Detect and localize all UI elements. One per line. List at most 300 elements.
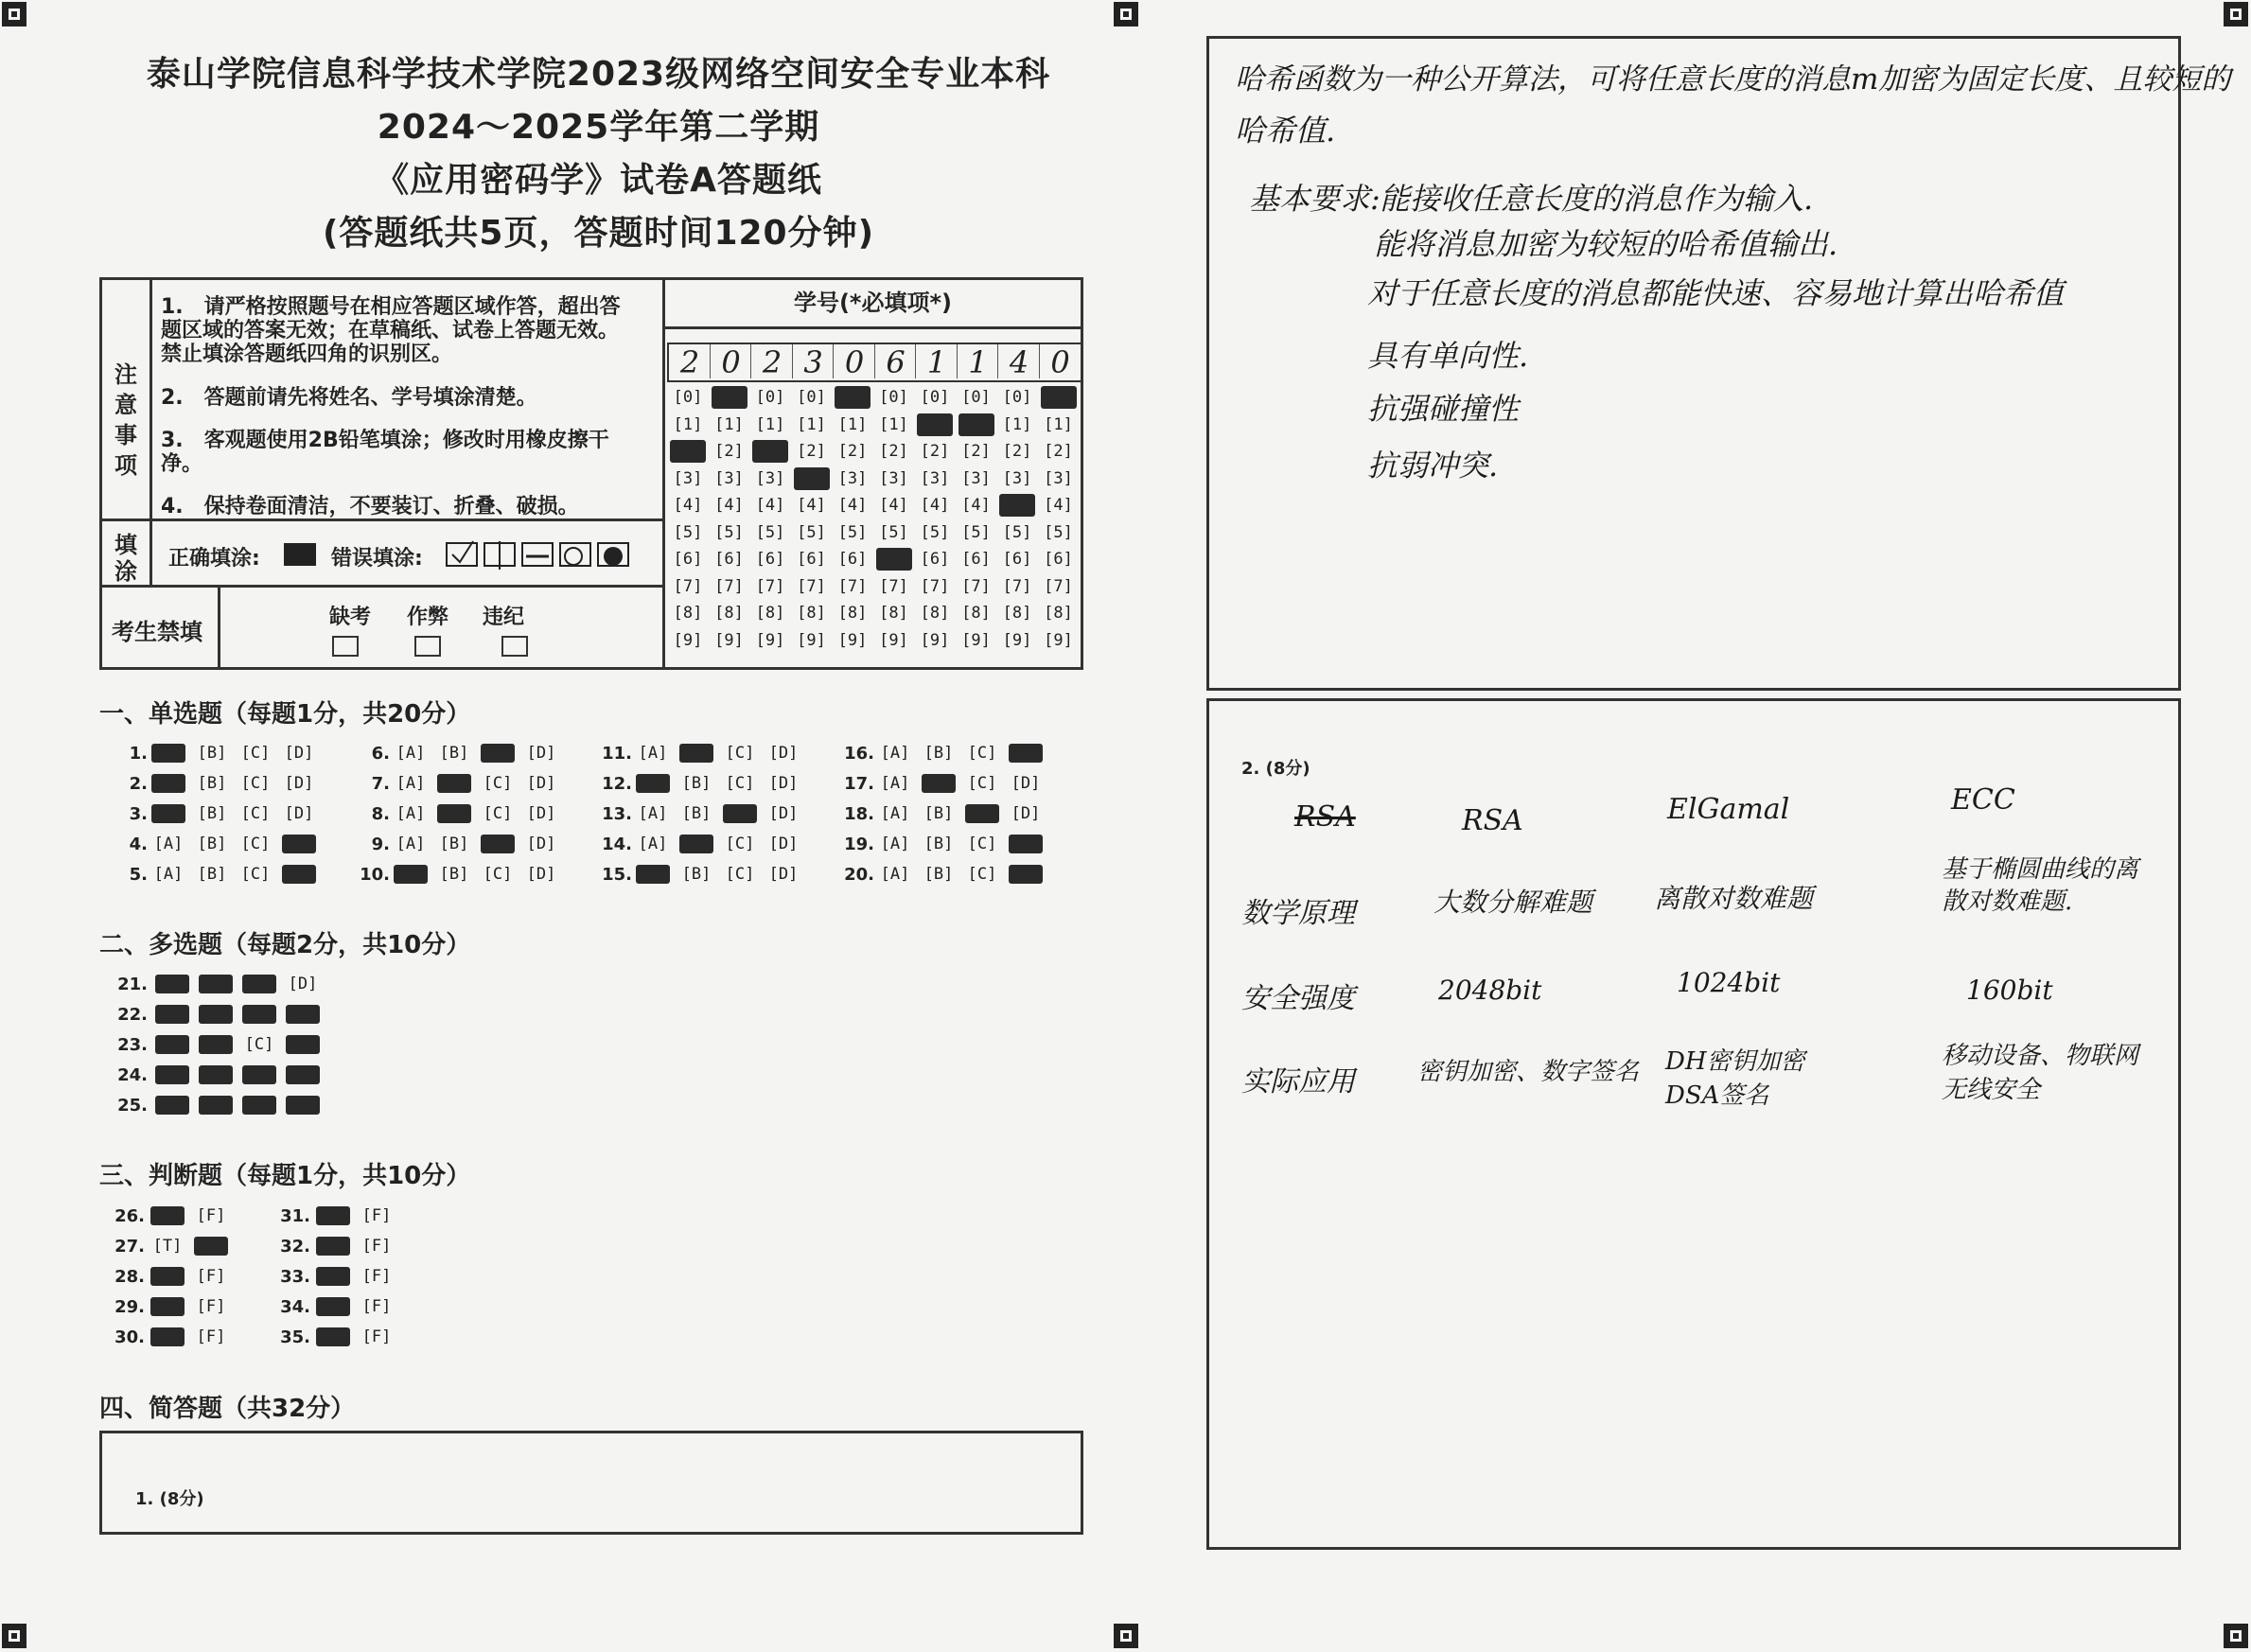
student-id-digit-divider <box>874 344 875 378</box>
true-false-number: 29. <box>114 1297 145 1317</box>
fill-vertical-label: 填 涂 <box>114 532 137 585</box>
single-choice-option[interactable]: [C] <box>240 774 271 793</box>
student-id-bubble[interactable]: [3] <box>1002 468 1032 488</box>
single-choice-option[interactable]: [D] <box>768 865 799 884</box>
student-id-bubble[interactable]: [4] <box>714 496 744 515</box>
single-choice-option[interactable] <box>481 835 515 853</box>
true-false-option[interactable] <box>316 1206 350 1225</box>
student-id-bubble[interactable]: [4] <box>920 496 950 515</box>
student-id-bubble[interactable]: [2] <box>797 442 826 461</box>
single-choice-option[interactable]: [C] <box>240 804 271 823</box>
correct-fill-label: 正确填涂: <box>168 547 260 571</box>
multi-choice-option[interactable] <box>242 975 276 993</box>
section2-title: 二、多选题（每题2分，共10分） <box>99 931 471 959</box>
student-id-bubble[interactable]: [5] <box>920 522 950 542</box>
single-choice-option[interactable]: [C] <box>725 774 755 793</box>
student-id-bubble[interactable]: [1] <box>714 414 744 434</box>
single-choice-option[interactable]: [C] <box>967 744 997 763</box>
student-id-bubble[interactable]: [8] <box>961 604 991 623</box>
student-id-bubble[interactable]: [3] <box>879 468 908 488</box>
answer2-row-principle-ecc: 基于椭圆曲线的离散对数难题. <box>1942 855 2139 916</box>
single-choice-option[interactable]: [A] <box>153 835 184 853</box>
single-choice-option[interactable] <box>282 865 316 884</box>
true-false-option[interactable]: [F] <box>196 1297 226 1316</box>
multi-choice-option[interactable] <box>199 1035 233 1054</box>
single-choice-number: 7. <box>371 774 390 794</box>
true-false-option[interactable]: [F] <box>361 1237 392 1256</box>
single-choice-number: 12. <box>602 774 632 794</box>
section1-title: 一、单选题（每题1分，共20分） <box>99 700 471 729</box>
student-id-bubble[interactable]: [9] <box>755 630 785 650</box>
student-id-bubble[interactable]: [9] <box>837 630 868 650</box>
true-false-option[interactable] <box>150 1297 185 1316</box>
student-id-bubble[interactable]: [6] <box>797 550 826 569</box>
student-id-bubble[interactable]: [7] <box>920 576 950 596</box>
answer1-req-5: 抗强碰撞性 <box>1367 391 1520 427</box>
student-id-digit-divider <box>957 344 958 378</box>
student-id-bubble[interactable] <box>712 386 747 409</box>
multi-choice-option[interactable] <box>155 1035 189 1054</box>
student-id-bubble[interactable]: [6] <box>673 550 703 569</box>
multi-choice-option[interactable] <box>286 1096 320 1115</box>
single-choice-option[interactable]: [A] <box>396 744 426 763</box>
single-choice-option[interactable]: [D] <box>1011 804 1041 823</box>
true-false-number: 31. <box>280 1206 310 1226</box>
multi-choice-number: 24. <box>117 1065 148 1085</box>
student-id-bubble[interactable] <box>670 440 706 463</box>
student-id-bubble[interactable]: [5] <box>1044 522 1073 542</box>
multi-choice-option[interactable] <box>155 1096 189 1115</box>
true-false-number: 30. <box>114 1327 145 1347</box>
section4-title: 四、简答题（共32分） <box>99 1395 356 1423</box>
single-choice-option[interactable] <box>723 804 757 823</box>
student-id-bubble[interactable]: [3] <box>837 468 868 488</box>
student-id-bubble[interactable]: [2] <box>1002 442 1032 461</box>
single-choice-option[interactable]: [B] <box>923 865 954 884</box>
student-id-bubble[interactable]: [3] <box>1044 468 1073 488</box>
student-id-bubble[interactable]: [7] <box>755 576 785 596</box>
student-id-digit-divider <box>710 344 711 378</box>
single-choice-option[interactable]: [A] <box>638 744 668 763</box>
student-id-bubble[interactable]: [6] <box>920 550 950 569</box>
true-false-option[interactable] <box>150 1206 185 1225</box>
single-choice-option[interactable]: [C] <box>483 774 513 793</box>
multi-choice-option[interactable] <box>286 1035 320 1054</box>
multi-choice-number: 23. <box>117 1035 148 1055</box>
student-id-digit-divider <box>792 344 793 378</box>
single-choice-option[interactable]: [A] <box>880 744 910 763</box>
single-choice-option[interactable]: [D] <box>526 804 556 823</box>
student-id-bubble[interactable]: [8] <box>797 604 826 623</box>
single-choice-option[interactable] <box>965 804 999 823</box>
single-choice-option[interactable]: [D] <box>768 804 799 823</box>
student-id-bubble[interactable]: [9] <box>1044 630 1073 650</box>
single-choice-option[interactable]: [B] <box>681 865 712 884</box>
student-id-bubble[interactable] <box>1041 386 1077 409</box>
wrong-fill-samples <box>445 539 639 573</box>
student-id-bubble[interactable]: [9] <box>1002 630 1032 650</box>
single-choice-option[interactable]: [C] <box>240 744 271 763</box>
student-id-bubble[interactable]: [5] <box>755 522 785 542</box>
student-id-bubble[interactable]: [2] <box>920 442 950 461</box>
single-choice-option[interactable]: [B] <box>923 804 954 823</box>
answer2-row-principle-label: 数学原理 <box>1241 897 1355 930</box>
single-choice-option[interactable]: [B] <box>439 865 469 884</box>
multi-choice-option[interactable] <box>199 1005 233 1024</box>
single-choice-number: 18. <box>844 804 874 824</box>
single-choice-option[interactable]: [D] <box>768 744 799 763</box>
single-choice-option[interactable]: [B] <box>923 835 954 853</box>
single-choice-option[interactable]: [D] <box>526 865 556 884</box>
student-id-bubble[interactable]: [1] <box>797 414 826 434</box>
answer1-req-2: 能将消息加密为较短的哈希值输出. <box>1374 226 1838 262</box>
student-id-bubble[interactable]: [6] <box>1002 550 1032 569</box>
multi-choice-option[interactable] <box>242 1005 276 1024</box>
multi-choice-option[interactable] <box>155 975 189 993</box>
student-id-bubble[interactable] <box>876 548 912 571</box>
student-id-digit: 0 <box>721 344 741 380</box>
correct-fill-sample <box>284 543 316 566</box>
true-false-option[interactable]: [F] <box>361 1327 392 1346</box>
student-id-bubble[interactable]: [7] <box>797 576 826 596</box>
student-id-bubble[interactable]: [5] <box>797 522 826 542</box>
multi-choice-option[interactable] <box>199 975 233 993</box>
student-id-bubble[interactable]: [6] <box>1044 550 1073 569</box>
answer2-row-principle-elgamal: 离散对数难题 <box>1654 883 1814 914</box>
multi-choice-number: 22. <box>117 1005 148 1025</box>
single-choice-option[interactable]: [A] <box>396 804 426 823</box>
registration-mark-bottom-left <box>2 1624 26 1648</box>
single-choice-option[interactable] <box>1009 744 1043 763</box>
student-id-bubble[interactable]: [3] <box>714 468 744 488</box>
single-choice-option[interactable]: [D] <box>526 744 556 763</box>
student-id-bubble[interactable]: [0] <box>673 388 703 407</box>
student-id-bubble[interactable] <box>835 386 871 409</box>
answer2-row-strength-rsa: 2048bit <box>1438 975 1542 1006</box>
true-false-option[interactable] <box>150 1327 185 1346</box>
true-false-option[interactable] <box>316 1327 350 1346</box>
answer1-req-6: 抗弱冲突. <box>1367 448 1499 483</box>
student-id-bubble[interactable] <box>958 413 994 436</box>
student-id-bubble[interactable]: [0] <box>961 388 991 407</box>
single-choice-option[interactable] <box>151 744 185 763</box>
single-choice-option[interactable] <box>1009 865 1043 884</box>
student-id-bubble[interactable]: [0] <box>1002 388 1032 407</box>
student-id-bubble[interactable]: [8] <box>714 604 744 623</box>
student-id-bubble[interactable] <box>999 494 1035 517</box>
student-id-bubble[interactable]: [6] <box>755 550 785 569</box>
true-false-option[interactable]: [F] <box>361 1297 392 1316</box>
true-false-option[interactable]: [F] <box>361 1267 392 1286</box>
single-choice-option[interactable]: [A] <box>638 804 668 823</box>
student-id-bubble[interactable]: [4] <box>879 496 908 515</box>
student-id-bubble[interactable]: [8] <box>673 604 703 623</box>
true-false-option[interactable] <box>194 1237 228 1256</box>
student-id-bubble[interactable]: [8] <box>879 604 908 623</box>
single-choice-number: 14. <box>602 835 632 854</box>
true-false-number: 35. <box>280 1327 310 1347</box>
answer-box-q1-left[interactable] <box>99 1431 1083 1535</box>
registration-mark-top-center <box>1114 2 1138 26</box>
student-id-bubble[interactable]: [1] <box>755 414 785 434</box>
student-id-bubble[interactable]: [2] <box>1044 442 1073 461</box>
answer2-row-application-label: 实际应用 <box>1241 1065 1355 1098</box>
single-choice-option[interactable]: [D] <box>768 835 799 853</box>
multi-choice-option[interactable] <box>242 1096 276 1115</box>
single-choice-option[interactable]: [C] <box>725 835 755 853</box>
single-choice-option[interactable]: [D] <box>1011 774 1041 793</box>
student-id-bubble[interactable]: [3] <box>673 468 703 488</box>
single-choice-number: 17. <box>844 774 874 794</box>
single-choice-option[interactable]: [C] <box>240 865 271 884</box>
notice-item-2: 2. 答题前请先将姓名、学号填涂清楚。 <box>161 386 537 410</box>
student-id-bubble[interactable]: [4] <box>961 496 991 515</box>
single-choice-number: 5. <box>129 865 148 885</box>
student-id-bubble[interactable]: [2] <box>714 442 744 461</box>
single-choice-number: 6. <box>371 744 390 764</box>
answer1-intro-line2: 哈希值. <box>1235 113 1336 149</box>
single-choice-option[interactable]: [C] <box>967 865 997 884</box>
single-choice-number: 11. <box>602 744 632 764</box>
true-false-option[interactable]: [F] <box>196 1206 226 1225</box>
forbidden-cheat-checkbox[interactable] <box>414 636 441 657</box>
answer2-col-elgamal: ElGamal <box>1667 793 1790 826</box>
section3-title: 三、判断题（每题1分，共10分） <box>99 1162 471 1190</box>
single-choice-number: 4. <box>129 835 148 854</box>
answer-box-q1-continued[interactable] <box>1206 36 2181 691</box>
student-id-bubble[interactable]: [4] <box>1044 496 1073 515</box>
single-choice-number: 1. <box>129 744 148 764</box>
single-choice-option[interactable]: [A] <box>880 804 910 823</box>
student-id-bubble[interactable]: [2] <box>837 442 868 461</box>
student-id-bubble[interactable]: [2] <box>879 442 908 461</box>
notice-item-4: 4. 保持卷面清洁，不要装订、折叠、破损。 <box>161 495 579 518</box>
forbidden-violation-checkbox[interactable] <box>501 636 528 657</box>
true-false-option[interactable]: [F] <box>196 1267 226 1286</box>
single-choice-option[interactable]: [A] <box>396 774 426 793</box>
student-id-bubble[interactable]: [9] <box>714 630 744 650</box>
header-title-line1: 泰山学院信息科学技术学院2023级网络空间安全专业本科 <box>146 55 1051 94</box>
student-id-bubble[interactable]: [8] <box>755 604 785 623</box>
multi-choice-option[interactable] <box>286 1005 320 1024</box>
student-id-bubble[interactable] <box>917 413 953 436</box>
forbidden-absent-label: 缺考 <box>329 606 372 629</box>
student-id-bubble[interactable]: [3] <box>755 468 785 488</box>
single-choice-option[interactable] <box>679 744 713 763</box>
single-choice-option[interactable] <box>151 774 185 793</box>
student-id-bubble[interactable]: [9] <box>673 630 703 650</box>
single-choice-option[interactable] <box>636 774 670 793</box>
single-choice-option[interactable]: [B] <box>439 744 469 763</box>
answer2-row-strength-label: 安全强度 <box>1241 982 1355 1015</box>
student-id-bubble[interactable] <box>794 467 830 490</box>
answer1-req-1: 能接收任意长度的消息作为输入. <box>1380 181 1814 217</box>
student-id-bubble[interactable]: [4] <box>673 496 703 515</box>
student-id-bubble[interactable]: [7] <box>714 576 744 596</box>
single-choice-option[interactable]: [C] <box>483 865 513 884</box>
student-id-bubble[interactable]: [3] <box>920 468 950 488</box>
answer1-requirements-label: 基本要求: <box>1249 181 1380 217</box>
student-id-bubble[interactable]: [7] <box>1002 576 1032 596</box>
student-id-bubble[interactable]: [8] <box>1044 604 1073 623</box>
single-choice-option[interactable]: [C] <box>483 804 513 823</box>
student-id-bubble[interactable]: [1] <box>1002 414 1032 434</box>
forbidden-absent-checkbox[interactable] <box>332 636 359 657</box>
answer1-req-4: 具有单向性. <box>1367 338 1529 374</box>
single-choice-option[interactable]: [C] <box>725 865 755 884</box>
student-id-bubble[interactable]: [3] <box>961 468 991 488</box>
single-choice-option[interactable]: [D] <box>526 774 556 793</box>
student-id-bubble[interactable]: [0] <box>755 388 785 407</box>
student-id-bubble[interactable]: [8] <box>1002 604 1032 623</box>
student-id-bubble[interactable]: [5] <box>1002 522 1032 542</box>
true-false-number: 32. <box>280 1237 310 1257</box>
student-id-bubble[interactable]: [8] <box>920 604 950 623</box>
single-choice-option[interactable]: [A] <box>880 774 910 793</box>
student-id-digit-divider <box>1039 344 1040 378</box>
student-id-bubble[interactable]: [6] <box>961 550 991 569</box>
multi-choice-option[interactable] <box>286 1065 320 1084</box>
single-choice-option[interactable]: [B] <box>923 744 954 763</box>
single-choice-option[interactable]: [A] <box>153 865 184 884</box>
true-false-number: 34. <box>280 1297 310 1317</box>
single-choice-option[interactable]: [A] <box>638 835 668 853</box>
true-false-option[interactable]: [F] <box>361 1206 392 1225</box>
single-choice-option[interactable] <box>394 865 428 884</box>
true-false-option[interactable] <box>316 1297 350 1316</box>
student-id-bubble[interactable]: [5] <box>961 522 991 542</box>
student-id-digit: 2 <box>762 344 783 380</box>
answer2-row-principle-rsa: 大数分解难题 <box>1433 887 1593 918</box>
single-choice-option[interactable] <box>282 835 316 853</box>
single-choice-option[interactable]: [D] <box>526 835 556 853</box>
student-id-bubble[interactable]: [5] <box>714 522 744 542</box>
student-id-bubble[interactable]: [4] <box>837 496 868 515</box>
student-id-bubble[interactable]: [7] <box>879 576 908 596</box>
single-choice-option[interactable]: [B] <box>197 835 227 853</box>
single-choice-option[interactable]: [D] <box>284 744 314 763</box>
true-false-option[interactable] <box>150 1267 185 1286</box>
true-false-option[interactable] <box>316 1267 350 1286</box>
single-choice-option[interactable]: [A] <box>880 835 910 853</box>
single-choice-option[interactable]: [D] <box>284 774 314 793</box>
single-choice-option[interactable]: [B] <box>197 865 227 884</box>
true-false-option[interactable]: [F] <box>196 1327 226 1346</box>
student-id-bubble[interactable]: [5] <box>837 522 868 542</box>
single-choice-option[interactable] <box>636 865 670 884</box>
student-id-bubble[interactable]: [0] <box>797 388 826 407</box>
multi-choice-option[interactable]: [D] <box>288 975 318 993</box>
student-id-bubble[interactable]: [0] <box>879 388 908 407</box>
student-id-bubble[interactable]: [8] <box>837 604 868 623</box>
student-id-bubble[interactable]: [4] <box>755 496 785 515</box>
student-id-title: 学号(*必填项*) <box>793 290 953 316</box>
single-choice-option[interactable]: [D] <box>284 804 314 823</box>
multi-choice-option[interactable] <box>155 1005 189 1024</box>
single-choice-option[interactable]: [C] <box>240 835 271 853</box>
single-choice-option[interactable]: [A] <box>880 865 910 884</box>
multi-choice-option[interactable] <box>199 1065 233 1084</box>
student-id-bubble[interactable] <box>752 440 788 463</box>
notice-item-1: 1. 请严格按照题号在相应答题区域作答，超出答题区域的答案无效；在草稿纸、试卷上答题无效。禁止填涂答题纸四角的识别区。 <box>161 295 621 366</box>
single-choice-option[interactable] <box>151 804 185 823</box>
student-id-bubble[interactable]: [9] <box>920 630 950 650</box>
single-choice-option[interactable] <box>679 835 713 853</box>
single-choice-option[interactable] <box>437 804 471 823</box>
multi-choice-option[interactable] <box>199 1096 233 1115</box>
single-choice-option[interactable]: [C] <box>725 744 755 763</box>
student-id-digit: 4 <box>1009 344 1029 380</box>
true-false-option[interactable]: [T] <box>152 1237 183 1256</box>
single-choice-number: 20. <box>844 865 874 885</box>
student-id-bubble[interactable]: [9] <box>879 630 908 650</box>
true-false-number: 27. <box>114 1237 145 1257</box>
single-choice-option[interactable] <box>481 744 515 763</box>
student-id-bubble[interactable]: [5] <box>673 522 703 542</box>
single-choice-option[interactable]: [B] <box>439 835 469 853</box>
single-choice-option[interactable]: [C] <box>967 774 997 793</box>
single-choice-number: 10. <box>360 865 390 885</box>
single-choice-option[interactable]: [B] <box>197 774 227 793</box>
student-id-bubble[interactable]: [9] <box>797 630 826 650</box>
student-id-bubble[interactable]: [7] <box>673 576 703 596</box>
student-id-bubble[interactable]: [7] <box>961 576 991 596</box>
student-id-bubble[interactable]: [7] <box>1044 576 1073 596</box>
registration-mark-top-right <box>2224 2 2248 26</box>
single-choice-option[interactable]: [B] <box>681 804 712 823</box>
single-choice-option[interactable]: [A] <box>396 835 426 853</box>
student-id-bubble[interactable]: [2] <box>961 442 991 461</box>
student-id-bubble[interactable]: [5] <box>879 522 908 542</box>
multi-choice-option[interactable]: [C] <box>244 1035 274 1054</box>
single-choice-option[interactable]: [B] <box>197 744 227 763</box>
answer1-req-3: 对于任意长度的消息都能快速、容易地计算出哈希值 <box>1367 275 2065 311</box>
single-choice-option[interactable] <box>922 774 956 793</box>
single-choice-number: 13. <box>602 804 632 824</box>
student-id-bubble[interactable]: [6] <box>714 550 744 569</box>
multi-choice-number: 21. <box>117 975 148 994</box>
single-choice-option[interactable]: [C] <box>967 835 997 853</box>
true-false-number: 33. <box>280 1267 310 1287</box>
student-id-bubble[interactable]: [1] <box>673 414 703 434</box>
multi-choice-option[interactable] <box>242 1065 276 1084</box>
answer2-row-strength-elgamal: 1024bit <box>1677 967 1781 998</box>
student-id-bubble[interactable]: [1] <box>837 414 868 434</box>
student-id-bubble[interactable]: [7] <box>837 576 868 596</box>
multi-choice-option[interactable] <box>155 1065 189 1084</box>
student-id-digit-divider <box>833 344 834 378</box>
student-id-bubble[interactable]: [9] <box>961 630 991 650</box>
student-id-bubble[interactable]: [4] <box>797 496 826 515</box>
single-choice-number: 16. <box>844 744 874 764</box>
student-id-bubble[interactable]: [1] <box>1044 414 1073 434</box>
single-choice-option[interactable] <box>1009 835 1043 853</box>
q1-label: 1. (8分) <box>135 1489 204 1509</box>
answer2-col-ecc: ECC <box>1951 783 2015 817</box>
student-id-bubble[interactable]: [1] <box>879 414 908 434</box>
single-choice-option[interactable]: [B] <box>681 774 712 793</box>
forbidden-violation-label: 违纪 <box>483 606 525 629</box>
student-id-digit: 3 <box>803 344 823 380</box>
single-choice-option[interactable]: [B] <box>197 804 227 823</box>
student-id-bubble[interactable]: [6] <box>837 550 868 569</box>
student-id-bubble[interactable]: [0] <box>920 388 950 407</box>
header-title-line4: (答题纸共5页，答题时间120分钟) <box>322 214 875 253</box>
student-id-digit: 0 <box>844 344 865 380</box>
single-choice-option[interactable] <box>437 774 471 793</box>
true-false-option[interactable] <box>316 1237 350 1256</box>
single-choice-option[interactable]: [D] <box>768 774 799 793</box>
